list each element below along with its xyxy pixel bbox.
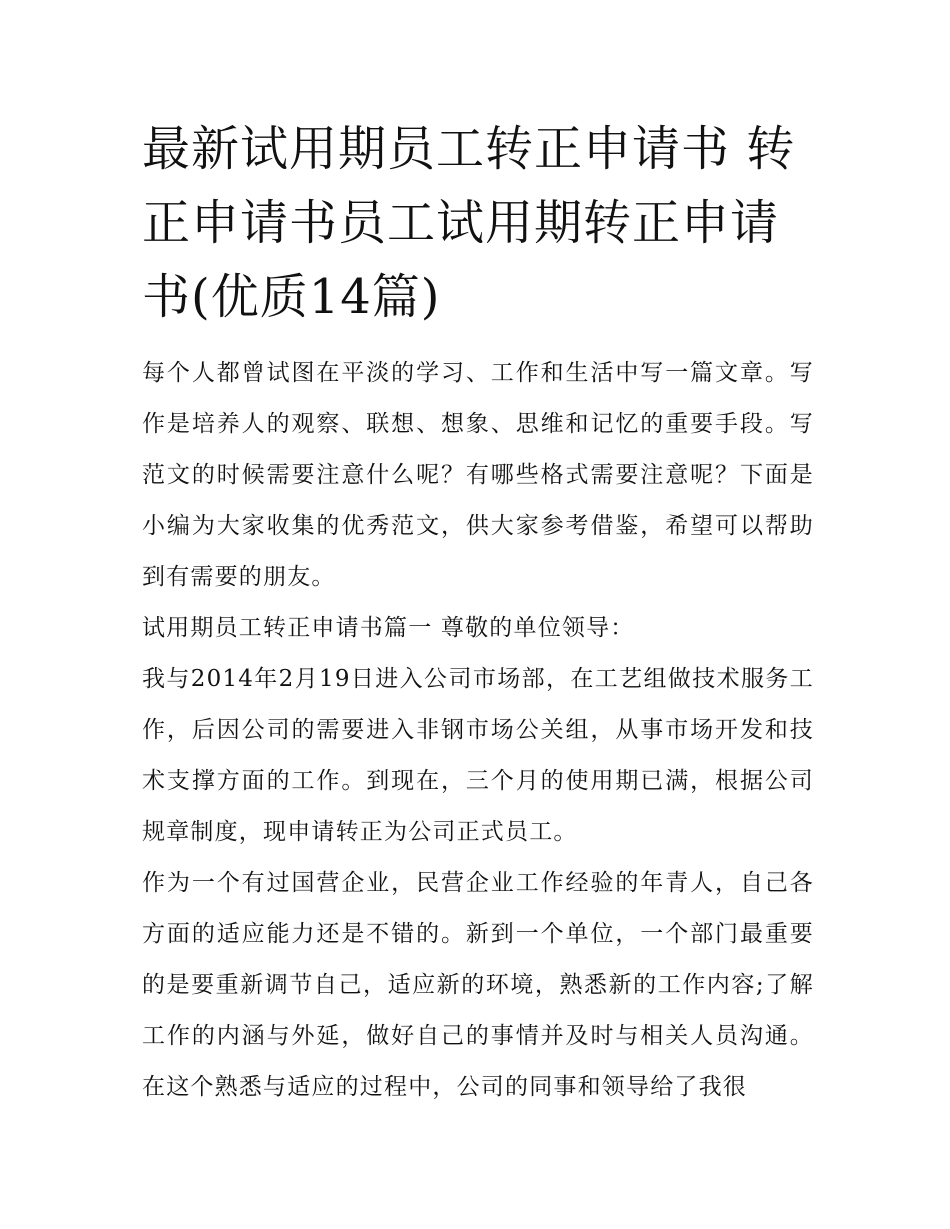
document-title: 最新试用期员工转正申请书 转正申请书员工试用期转正申请书(优质14篇) <box>142 121 796 325</box>
body-paragraph: 作为一个有过国营企业，民营企业工作经验的年青人，自己各方面的适应能力还是不错的。新到一个单位，一个部门最重要的是要重新调节自己，适应新的环境，熟悉新的工作内容;了解工作的内涵与外延，做好自己的事情并及时与相关人员沟通。在这个熟悉与适应的过程中，公司的同事和领导给了我很 <box>142 870 814 1100</box>
intro-paragraph: 每个人都曾试图在平淡的学习、工作和生活中写一篇文章。写作是培养人的观察、联想、想象、思维和记忆的重要手段。写范文的时候需要注意什么呢？有哪些格式需要注意呢？下面是小编为大家收集的优秀范文，供大家参考借鉴，希望可以帮助到有需要的朋友。 <box>142 360 814 590</box>
document-page <box>142 112 814 1113</box>
body-paragraph: 我与2014年2月19日进入公司市场部，在工艺组做技术服务工作，后因公司的需要进入非钢市场公关组，从事市场开发和技术支撑方面的工作。到现在，三个月的使用期已满，根据公司规章制度，现申请转正为公司正式员工。 <box>142 666 814 845</box>
section-heading: 试用期员工转正申请书篇一 尊敬的单位领导： <box>142 615 635 641</box>
